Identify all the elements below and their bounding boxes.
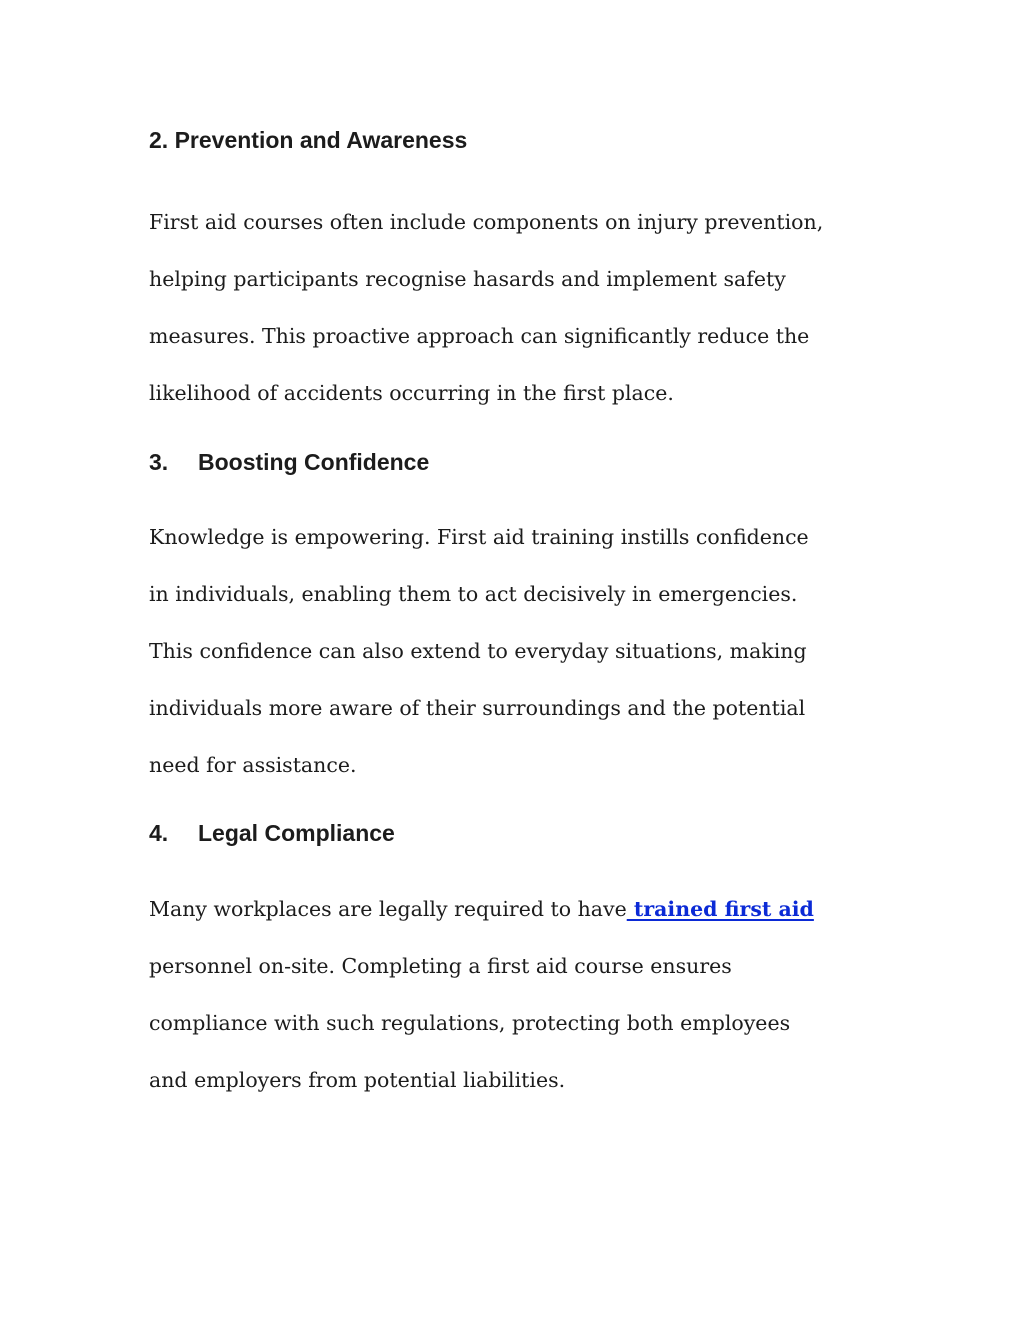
paragraph-prevention: [149, 194, 889, 422]
section-heading-compliance: [149, 819, 395, 847]
paragraph-text: Many workplaces are legally required to have: [149, 897, 627, 921]
section-heading-confidence: [149, 448, 429, 476]
section-number: 3.: [149, 449, 169, 475]
section-title: Boosting Confidence: [198, 449, 430, 475]
section-title: Legal Compliance: [198, 820, 395, 846]
paragraph-line: individuals more aware of their surroundings and the potential: [149, 696, 806, 720]
paragraph-line: likelihood of accidents occurring in the first place.: [149, 381, 674, 405]
paragraph-line: in individuals, enabling them to act decisively in emergencies.: [149, 582, 798, 606]
paragraph-line: measures. This proactive approach can significantly reduce the: [149, 324, 810, 348]
paragraph-line: helping participants recognise hasards and implement safety: [149, 267, 786, 291]
paragraph-line: This confidence can also extend to everyday situations, making: [149, 639, 807, 663]
paragraph-line: compliance with such regulations, protecting both employees: [149, 1011, 791, 1035]
section-number: 4.: [149, 820, 169, 846]
paragraph-confidence: [149, 509, 889, 794]
paragraph-line: [149, 881, 889, 938]
paragraph-line: and employers from potential liabilities.: [149, 1068, 566, 1092]
paragraph-line: First aid courses often include components on injury prevention,: [149, 210, 824, 234]
section-heading-prevention: 2. Prevention and Awareness: [149, 127, 468, 153]
paragraph-line: Knowledge is empowering. First aid training instills confidence: [149, 525, 809, 549]
paragraph-line: need for assistance.: [149, 753, 357, 777]
paragraph-line: personnel on-site. Completing a first aid course ensures: [149, 954, 732, 978]
trained-first-aid-link[interactable]: trained first aid: [626, 897, 814, 921]
paragraph-compliance: [149, 881, 889, 1109]
